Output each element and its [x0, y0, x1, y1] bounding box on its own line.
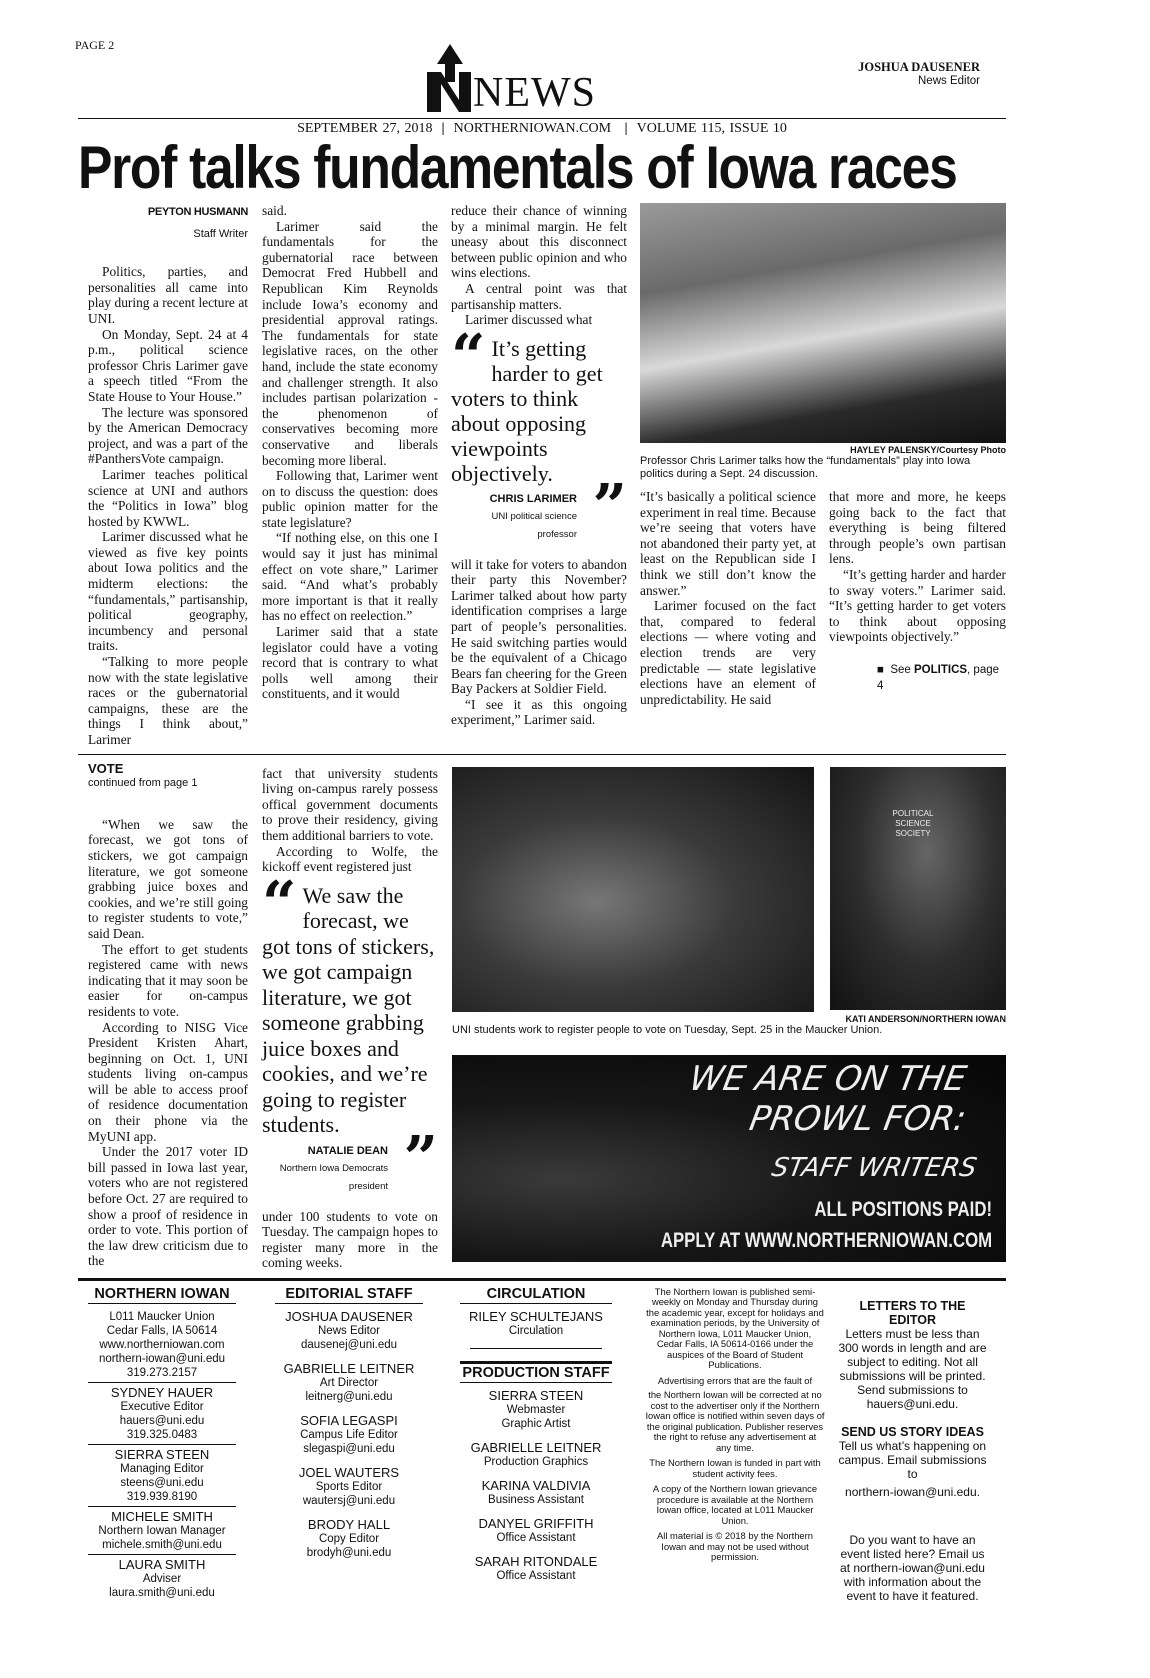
- ideas-text: Tell us what’s happening on campus. Email submissions to: [838, 1438, 987, 1481]
- story-divider: [78, 754, 1006, 755]
- story2-right-area: [452, 767, 1006, 1262]
- ad-headline-2: PROWL FOR:: [746, 1098, 970, 1139]
- photo-caption: UNI students work to register people to vote on Tuesday, Sept. 25 in the Maucker Union.: [452, 1023, 883, 1036]
- square-bullet-icon: ■: [877, 663, 884, 676]
- letters-text: Letters must be less than 300 words in length and are subject to editing. Not all submissions will be printed. Send submissions to hauers@uni.edu.: [838, 1326, 987, 1411]
- event-note: Do you want to have an event listed here? Email us at northern-iowan@uni.edu with information about the event to have it featured.: [840, 1532, 985, 1603]
- lecture-photo: [640, 203, 1006, 443]
- paragraph: Larimer discussed what: [465, 312, 593, 328]
- byline-author: PEYTON HUSMANN: [147, 206, 248, 218]
- section-logo: [425, 42, 635, 114]
- paragraph: On Monday, Sept. 24 at 4 p.m., political science professor Chris Larimer gave a speech titled “From the State House to Your House.”: [88, 326, 248, 404]
- section-name: NEWS: [473, 70, 596, 116]
- masthead-letters: [835, 1299, 990, 1603]
- staff-name: GABRIELLE LEITNER: [470, 1439, 602, 1455]
- jump-slug: VOTE: [88, 760, 124, 776]
- paragraph: Following that, Larimer went on to discuss the question: does public opinion matter for the state legislature?: [262, 468, 438, 530]
- story1: [78, 203, 1006, 748]
- paper-contact-line[interactable]: 319.273.2157: [88, 1366, 236, 1383]
- paper-contact-line: Cedar Falls, IA 50614: [106, 1324, 218, 1337]
- photo-caption: Professor Chris Larimer talks how the “fundamentals” play into Iowa politics during a Sept. 24 discussion.: [640, 455, 971, 480]
- paper-contact-line: L011 Maucker Union: [109, 1310, 215, 1323]
- staff-email[interactable]: steens@uni.edu: [120, 1476, 204, 1489]
- staff-role: Executive Editor: [120, 1400, 204, 1413]
- staff-role: Adviser: [142, 1572, 182, 1585]
- quote-role: Northern Iowa Democrats president: [279, 1163, 388, 1192]
- paragraph: reduce their chance of winning by a minimal margin. He felt uneasy about this disconnect between public opinion and who wins elections.: [451, 203, 627, 281]
- staff-entry: [88, 1386, 236, 1445]
- staff-entry: [88, 1510, 236, 1555]
- paragraph: Larimer said that a state legislator could have a voting record that is contrary to what polls well among their constituents, and it would: [262, 624, 438, 702]
- volume-issue: VOLUME 115, ISSUE 10: [636, 121, 787, 136]
- jump-line[interactable]: ■ See POLITICS, page 4: [877, 663, 1000, 692]
- section-editor-role: News Editor: [918, 75, 980, 87]
- staff-name: SOFIA LEGASPI: [300, 1412, 398, 1428]
- north-arrow-n-logo-icon: [425, 42, 475, 114]
- story1-column-2: [262, 203, 438, 702]
- story1-column-1: [88, 205, 248, 748]
- staff-email[interactable]: michele.smith@uni.edu: [88, 1538, 236, 1555]
- divider: [470, 1348, 602, 1349]
- quote-name: NATALIE DEAN: [307, 1144, 388, 1157]
- fine-print-paragraph: The Northern Iowan is published semi-weekly on Monday and Thursday during the academic year, except for holidays and examination periods, by the University of Northern Iowa, L011 Maucker Union, Cedar Falls, IA 50614-0166 under the auspices of the Board of Student Publications.: [646, 1285, 824, 1371]
- paragraph: under 100 students to vote on Tuesday. The campaign hopes to register many more in the coming weeks.: [262, 1208, 438, 1271]
- paper-contact-line[interactable]: www.northerniowan.com: [99, 1338, 225, 1351]
- open-quote-icon: “: [262, 868, 297, 939]
- staff-email[interactable]: leitnerg@uni.edu: [305, 1390, 393, 1403]
- staff-name: SARAH RITONDALE: [474, 1553, 598, 1569]
- paragraph: According to NISG Vice President Kristen Ahart, beginning on Oct. 1, UNI students living on-campus will be able to access proof of residence documentation on their phone via the MyUNI app.: [88, 1019, 248, 1144]
- story2: [78, 761, 1006, 1271]
- staff-role: Art Director: [319, 1376, 379, 1389]
- page-body: [78, 203, 1006, 1603]
- paragraph: Larimer teaches political science at UNI and authors the “Politics in Iowa” blog hosted by KWWL.: [88, 466, 248, 529]
- ad-headline-1: WE ARE ON THE: [686, 1058, 970, 1099]
- paragraph: According to Wolfe, the kickoff event registered just: [262, 843, 438, 875]
- page-number: PAGE 2: [75, 38, 115, 52]
- staff-name: SIERRA STEEN: [488, 1387, 584, 1403]
- pull-quote-text: It’s getting harder to get voters to think about opposing viewpoints objectively.: [451, 335, 603, 486]
- paragraph: “It’s getting harder and harder to sway voters.” Larimer said. “It’s getting harder to get voters to think about opposing viewpoints objectively.”: [829, 566, 1006, 645]
- story2-column-2: [262, 766, 438, 1271]
- story1-column-5: [829, 489, 1006, 694]
- continued-label: continued from page 1: [88, 777, 198, 790]
- booth-sign: POLITICAL SCIENCE SOCIETY: [892, 808, 934, 838]
- staff-group-title: CIRCULATION: [460, 1287, 612, 1304]
- paragraph: “I see it as this ongoing experiment,” Larimer said.: [451, 696, 627, 728]
- staff-group-title: EDITORIAL STAFF: [275, 1287, 423, 1304]
- staff-email[interactable]: hauers@uni.edu: [119, 1414, 205, 1427]
- registration-photo-booth: [830, 767, 1006, 1010]
- close-quote-icon: ”: [403, 1123, 438, 1194]
- ad-positions-paid: ALL POSITIONS PAID!: [814, 1197, 992, 1221]
- staff-email[interactable]: slegaspi@uni.edu: [303, 1442, 395, 1455]
- masthead-rule: [78, 1278, 1006, 1281]
- quote-name: CHRIS LARIMER: [489, 492, 577, 505]
- staff-phone: 319.939.8190: [88, 1490, 236, 1507]
- staff-writers-ad[interactable]: [452, 1055, 1006, 1262]
- paragraph: A central point was that partisanship matters.: [451, 280, 627, 312]
- paper-title: NORTHERN IOWAN: [88, 1287, 236, 1304]
- story2-column-1: [88, 761, 248, 1269]
- staff-email[interactable]: dausenej@uni.edu: [300, 1338, 398, 1351]
- staff-role: Office Assistant: [496, 1531, 576, 1544]
- registration-photo-main: [452, 767, 814, 1012]
- pull-quote: [262, 868, 438, 1138]
- staff-role: Managing Editor: [120, 1462, 204, 1475]
- ad-apply-link[interactable]: APPLY AT WWW.NORTHERNIOWAN.COM: [660, 1228, 992, 1252]
- staff-name: DANYEL GRIFFITH: [478, 1515, 594, 1531]
- close-quote-icon: ”: [592, 471, 627, 542]
- paper-contact-line[interactable]: northern-iowan@uni.edu: [98, 1352, 226, 1365]
- section-editor-name: JOSHUA DAUSENER: [858, 60, 980, 74]
- staff-name: MICHELE SMITH: [111, 1508, 213, 1524]
- paragraph: will it take for voters to abandon their party this November? Larimer talked about how party identification comprises a large part of people’s personalities. He said switching parties would be the equivalent of a Chicago Bears fan cheering for the Green Bay Packers at Soldier Field.: [451, 556, 627, 697]
- pull-quote-text: We saw the forecast, we got tons of stickers, we got campaign literature, we got someone grabbing juice boxes and cookies, and we’re going to register students.: [262, 882, 435, 1138]
- masthead-fine-print: [645, 1287, 825, 1568]
- headline: Prof talks fundamentals of Iowa races: [78, 134, 957, 201]
- quote-role: UNI political science professor: [491, 511, 577, 540]
- paragraph: Larimer focused on the fact that, compared to federal elections — where voting and election trends are very predictable — state legislative elections have an element of unpredictability. He said: [640, 598, 816, 707]
- open-quote-icon: “: [451, 321, 486, 392]
- paragraph: Larimer discussed what he viewed as five key points about Iowa politics and the midterm elections: the “fundamentals,” partisanship, political geography, incumbency and personal traits.: [88, 529, 248, 654]
- paragraph: “If nothing else, on this one I would say it just has minimal effect on vote share,” Larimer said. “And what’s probably more important is that it really has no effect on reelection.”: [262, 530, 438, 624]
- staff-role: Office Assistant: [496, 1569, 576, 1582]
- photo-credit: KATI ANDERSON/NORTHERN IOWAN: [845, 1013, 1006, 1024]
- paragraph: “It’s basically a political science experiment in real time. Because we’re seeing that voters have not abandoned their party yet, at least on the Republican side I think we still don’t know the answer.”: [640, 489, 816, 598]
- photo-credit: HAYLEY PALENSKY/Courtesy Photo: [850, 445, 1006, 455]
- staff-name: RILEY SCHULTEJANS: [469, 1308, 603, 1324]
- paragraph: “Talking to more people now with the state legislative races or the gubernatorial campaigns, these are the things I think about,” Larimer: [88, 654, 248, 747]
- staff-role: Production Graphics: [483, 1455, 589, 1468]
- paragraph: “When we saw the forecast, we got tons of stickers, we got campaign literature, we got someone grabbing juice boxes and cookies, and we’re still going to register students to vote,” said Dean.: [88, 816, 248, 941]
- ad-staff-writers: STAFF WRITERS: [769, 1152, 979, 1183]
- staff-name: GABRIELLE LEITNER: [283, 1360, 415, 1376]
- paragraph: fact that university students living on-campus rarely possess offical government documents to prove their residency, giving them additional barriers to vote.: [262, 765, 438, 843]
- staff-name: KARINA VALDIVIA: [481, 1477, 591, 1493]
- fine-print-paragraph: The Northern Iowan is funded in part with student activity fees.: [649, 1457, 821, 1479]
- staff-name: SIERRA STEEN: [114, 1446, 210, 1462]
- staff-group-title: PRODUCTION STAFF: [460, 1361, 612, 1383]
- masthead: [78, 1287, 1006, 1603]
- paragraph: The effort to get students registered came with news indicating that it may soon be easier for on-campus residents to vote.: [88, 941, 248, 1019]
- ideas-title: SEND US STORY IDEAS: [841, 1424, 984, 1439]
- byline-role: Staff Writer: [193, 227, 248, 240]
- staff-role: Circulation: [508, 1324, 564, 1337]
- letters-title: LETTERS TO THE EDITOR: [859, 1298, 966, 1327]
- staff-phone: 319.325.0483: [88, 1428, 236, 1445]
- staff-name: JOSHUA DAUSENER: [285, 1308, 413, 1324]
- staff-email[interactable]: brodyh@uni.edu: [306, 1546, 392, 1559]
- masthead-editorial-staff: [275, 1287, 423, 1560]
- fine-print-paragraph: Advertising errors that are the fault of: [657, 1374, 813, 1386]
- staff-role: News Editor: [318, 1324, 380, 1337]
- fine-print-paragraph: All material is © 2018 by the Northern Iowan and may not be used without permission.: [657, 1530, 813, 1563]
- staff-role: Copy Editor: [318, 1532, 380, 1545]
- story1-column-3: [451, 203, 627, 728]
- paragraph: The lecture was sponsored by the American Democracy project, and was a part of the #PanthersVote campaign.: [88, 404, 248, 467]
- masthead-circulation-production: [460, 1287, 612, 1583]
- paragraph: Larimer said the fundamentals for the gubernatorial race between Democrat Fred Hubbell and Republican Kim Reynolds include Iowa’s economy and presidential approval ratings. The fundamentals for state legislative races, on the other hand, include the state economy and challenger strength. It also includes partisan polarization - the phenomenon of conservatives becoming more conservative and liberals becoming more liberal.: [262, 218, 438, 468]
- staff-entry: [88, 1448, 236, 1507]
- pull-quote: [451, 321, 627, 486]
- staff-role: Sports Editor: [315, 1480, 383, 1493]
- separator: |: [441, 121, 445, 136]
- ideas-email[interactable]: northern-iowan@uni.edu.: [845, 1484, 980, 1499]
- staff-role: Northern Iowan Manager: [98, 1524, 226, 1537]
- staff-email[interactable]: wautersj@uni.edu: [302, 1494, 396, 1507]
- staff-email[interactable]: laura.smith@uni.edu: [109, 1586, 215, 1599]
- website[interactable]: NORTHERNIOWAN.COM: [453, 121, 612, 136]
- paragraph: said.: [262, 203, 287, 218]
- separator: |: [624, 121, 628, 136]
- staff-role: Campus Life Editor: [300, 1428, 398, 1441]
- masthead-paper-info: [88, 1287, 236, 1600]
- staff-role: Graphic Artist: [501, 1417, 571, 1430]
- fine-print-paragraph: the Northern Iowan will be corrected at no cost to the advertiser only if the Northern Iowan office is notified within seven days of the original publication. Publisher reserves the right to refuse any advertisement at any time.: [645, 1389, 825, 1453]
- paragraph: Under the 2017 voter ID bill passed in Iowa last year, voters who are not registered before Oct. 27 are required to show a proof of residence in order to vote. This portion of the law drew criticism due to the: [88, 1144, 248, 1269]
- staff-role: Webmaster: [506, 1403, 566, 1416]
- staff-role: Business Assistant: [488, 1493, 584, 1506]
- story1-column-4: [640, 489, 816, 707]
- pull-quote-attribution: [262, 1123, 438, 1195]
- pull-quote-attribution: [451, 471, 627, 543]
- staff-name: BRODY HALL: [307, 1516, 391, 1532]
- story1-right-area: [640, 203, 1006, 707]
- header-rule: [78, 118, 1006, 119]
- staff-name: SYDNEY HAUER: [110, 1384, 214, 1400]
- issue-date: SEPTEMBER 27, 2018: [297, 121, 433, 136]
- paragraph: Politics, parties, and personalities all came into play during a recent lecture at UNI.: [88, 264, 248, 326]
- staff-entry: [88, 1558, 236, 1600]
- staff-name: JOEL WAUTERS: [298, 1464, 400, 1480]
- paragraph: that more and more, he keeps going back to the fact that everything is being filtered through people’s own partisan lens.: [829, 489, 1006, 567]
- fine-print-paragraph: A copy of the Northern Iowan grievance procedure is available at the Northern Iowan office, located at L011 Maucker Union.: [652, 1483, 818, 1526]
- staff-name: LAURA SMITH: [118, 1556, 206, 1572]
